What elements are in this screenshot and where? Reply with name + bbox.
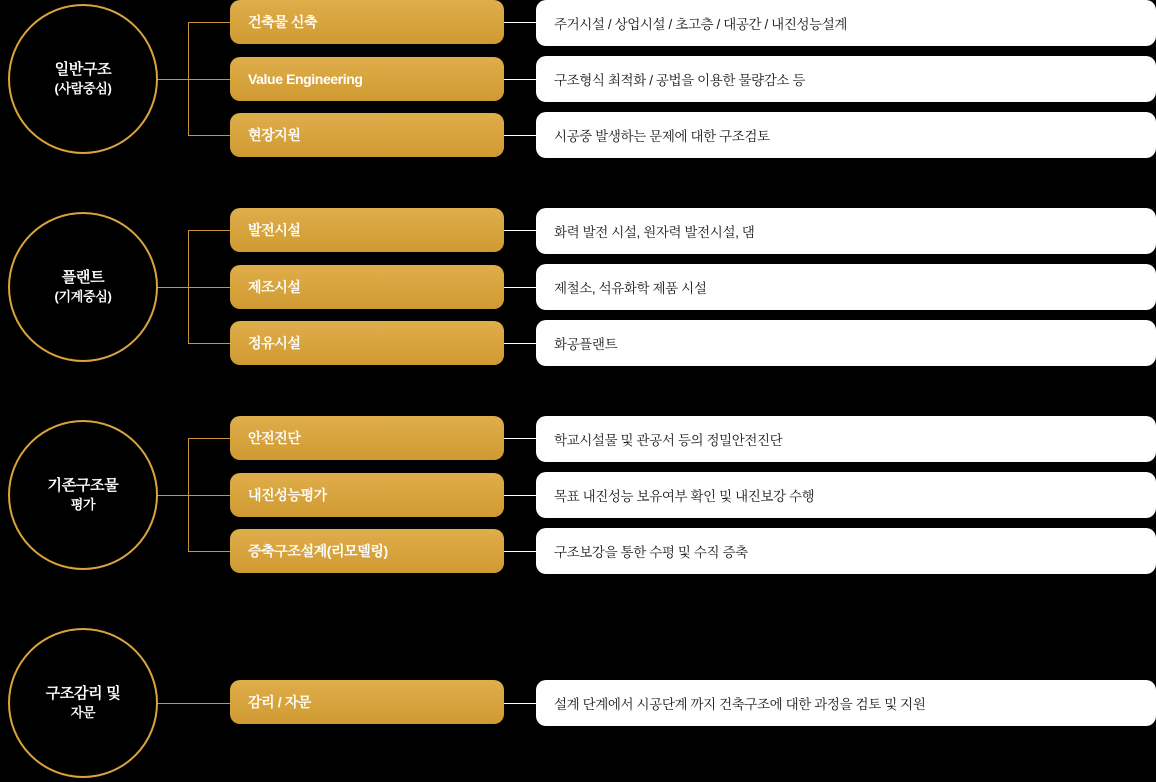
service-pill-plant-2[interactable]	[230, 265, 504, 309]
connector-branch	[188, 79, 230, 80]
connector-pill-to-desc	[504, 703, 536, 704]
category-subtitle: (기계중심)	[54, 289, 112, 305]
service-pill-general-2[interactable]	[230, 57, 504, 101]
service-description-text: 구조형식 최적화 / 공법을 이용한 물량감소 등	[554, 73, 805, 88]
service-pill-evaluation-3[interactable]	[230, 529, 504, 573]
connector-circle-to-trunk	[158, 495, 188, 496]
connector-pill-to-desc	[504, 343, 536, 344]
service-description-text: 제철소, 석유화학 제품 시설	[554, 281, 707, 296]
service-description-text: 시공중 발생하는 문제에 대한 구조검토	[554, 129, 770, 144]
category-title: 플랜트	[61, 269, 105, 287]
service-description-general-1	[536, 0, 1156, 46]
service-pill-label: 안전진단	[248, 430, 301, 446]
connector-pill-to-desc	[504, 230, 536, 231]
service-description-text: 학교시설물 및 관공서 등의 정밀안전진단	[554, 433, 783, 448]
connector-branch	[188, 287, 230, 288]
connector-branch	[188, 551, 230, 552]
connector-pill-to-desc	[504, 287, 536, 288]
connector-branch	[188, 230, 230, 231]
connector-branch	[188, 438, 230, 439]
service-description-general-2	[536, 56, 1156, 102]
connector-branch	[188, 495, 230, 496]
service-description-plant-3	[536, 320, 1156, 366]
service-description-text: 주거시설 / 상업시설 / 초고층 / 대공간 / 내진성능설계	[554, 17, 848, 32]
service-pill-general-3[interactable]	[230, 113, 504, 157]
connector-circle-to-pill	[158, 703, 230, 704]
connector-branch	[188, 343, 230, 344]
category-title: 일반구조	[54, 61, 112, 79]
connector-pill-to-desc	[504, 438, 536, 439]
service-pill-label: 현장지원	[248, 127, 301, 143]
category-title: 기존구조물	[47, 477, 119, 495]
category-circle-existing-structure-evaluation[interactable]	[8, 420, 158, 570]
connector-circle-to-trunk	[158, 287, 188, 288]
connector-branch	[188, 135, 230, 136]
service-description-plant-2	[536, 264, 1156, 310]
service-pill-label: 내진성능평가	[248, 487, 327, 503]
connector-circle-to-trunk	[158, 79, 188, 80]
service-description-plant-1	[536, 208, 1156, 254]
service-description-supervision-1	[536, 680, 1156, 726]
connector-pill-to-desc	[504, 495, 536, 496]
service-pill-evaluation-1[interactable]	[230, 416, 504, 460]
connector-pill-to-desc	[504, 22, 536, 23]
service-pill-plant-3[interactable]	[230, 321, 504, 365]
connector-pill-to-desc	[504, 551, 536, 552]
service-pill-label: Value Engineering	[248, 71, 363, 87]
service-description-text: 설계 단계에서 시공단계 까지 건축구조에 대한 과정을 검토 및 지원	[554, 697, 926, 712]
category-subtitle: 평가	[70, 497, 96, 513]
service-description-evaluation-1	[536, 416, 1156, 462]
category-circle-supervision-consulting[interactable]	[8, 628, 158, 778]
service-pill-label: 정유시설	[248, 335, 301, 351]
service-pill-label: 건축물 신축	[248, 14, 318, 30]
service-pill-label: 감리 / 자문	[248, 694, 311, 710]
category-subtitle: 자문	[70, 705, 96, 721]
service-description-general-3	[536, 112, 1156, 158]
service-description-evaluation-3	[536, 528, 1156, 574]
service-description-text: 구조보강을 통한 수평 및 수직 증축	[554, 545, 748, 560]
service-description-evaluation-2	[536, 472, 1156, 518]
service-pill-label: 증축구조설계(리모델링)	[248, 543, 388, 559]
service-pill-label: 제조시설	[248, 279, 301, 295]
category-circle-general-structure[interactable]	[8, 4, 158, 154]
service-pill-general-1[interactable]	[230, 0, 504, 44]
category-title: 구조감리 및	[45, 685, 121, 703]
service-pill-label: 발전시설	[248, 222, 301, 238]
service-description-text: 화공플랜트	[554, 337, 618, 352]
connector-pill-to-desc	[504, 135, 536, 136]
connector-branch	[188, 22, 230, 23]
service-pill-plant-1[interactable]	[230, 208, 504, 252]
service-description-text: 목표 내진성능 보유여부 확인 및 내진보강 수행	[554, 489, 815, 504]
service-pill-evaluation-2[interactable]	[230, 473, 504, 517]
service-description-text: 화력 발전 시설, 원자력 발전시설, 댐	[554, 225, 755, 240]
category-circle-plant[interactable]	[8, 212, 158, 362]
category-subtitle: (사람중심)	[54, 81, 112, 97]
connector-pill-to-desc	[504, 79, 536, 80]
service-pill-supervision-1[interactable]	[230, 680, 504, 724]
